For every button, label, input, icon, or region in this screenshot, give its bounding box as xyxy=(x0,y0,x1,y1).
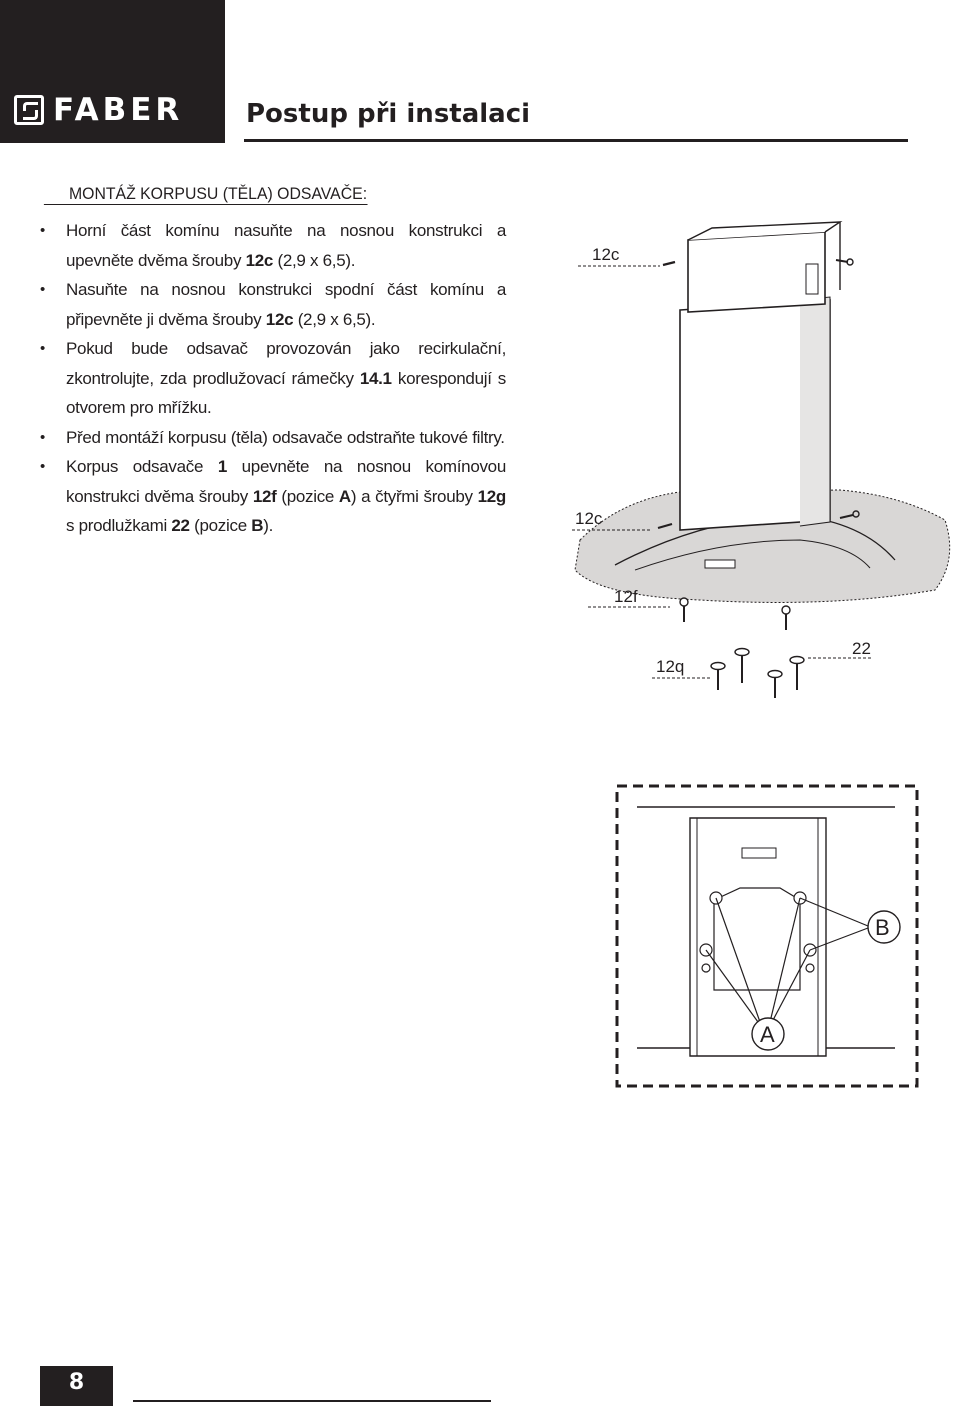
bullet-1-text: Horní část komínu nasuňte na nosnou konstrukci a upevněte dvěma šrouby 12c (2,9 x 6,5). xyxy=(66,221,506,270)
label-12q: 12q xyxy=(656,657,685,676)
page-number: 8 xyxy=(68,1370,85,1395)
instruction-bullet-2 xyxy=(40,275,506,334)
screw-12c-top-icon xyxy=(663,262,675,265)
label-12c-lower: 12c xyxy=(575,509,603,528)
bullet-2-text: Nasuňte na nosnou konstrukci spodní část komínu a připevněte ji dvěma šrouby 12c (2,9 x 6,5). xyxy=(66,280,506,329)
upper-chimney xyxy=(688,232,825,312)
instruction-bullet-3 xyxy=(40,334,506,423)
screw-12f-icon xyxy=(680,598,790,630)
label-22: 22 xyxy=(852,639,871,658)
faber-logo-text: FABER xyxy=(53,91,184,128)
title-divider xyxy=(244,139,908,142)
section-heading: MONTÁŽ KORPUSU (TĚLA) ODSAVAČE: xyxy=(69,184,368,203)
hood-assembly-figure xyxy=(560,225,960,715)
bullet-5-text: Korpus odsavače 1 upevněte na nosnou komínovou konstrukci dvěma šrouby 12f (pozice A) a čtyřmi šrouby 12g s prodlužkami 22 (pozice B). xyxy=(66,457,506,535)
footer-divider xyxy=(133,1400,491,1402)
screw-12q-icon xyxy=(711,649,804,699)
label-12c-top: 12c xyxy=(592,245,620,264)
label-12f: 12f xyxy=(614,587,638,606)
faber-logo-icon xyxy=(14,95,44,125)
instructions-list xyxy=(40,216,506,541)
instruction-bullet-5 xyxy=(40,452,506,541)
bullet-4-text: Před montáží korpusu (těla) odsavače odstraňte tukové filtry. xyxy=(66,427,505,447)
brand-header-block xyxy=(0,0,225,143)
mounting-frame-figure xyxy=(610,780,930,1090)
instruction-bullet-4 xyxy=(40,423,506,453)
position-a-label: A xyxy=(760,1022,775,1047)
page-number-badge xyxy=(40,1366,113,1406)
bullet-3-text: Pokud bude odsavač provozován jako recirkulační, zkontrolujte, zda prodlužovací rámečky 14.1 korespondují s otvorem pro mřížku. xyxy=(66,339,506,417)
page-title: Postup při instalaci xyxy=(246,99,531,129)
instruction-bullet-1 xyxy=(40,216,506,275)
position-b-label: B xyxy=(875,915,890,940)
faber-logo xyxy=(14,93,183,127)
